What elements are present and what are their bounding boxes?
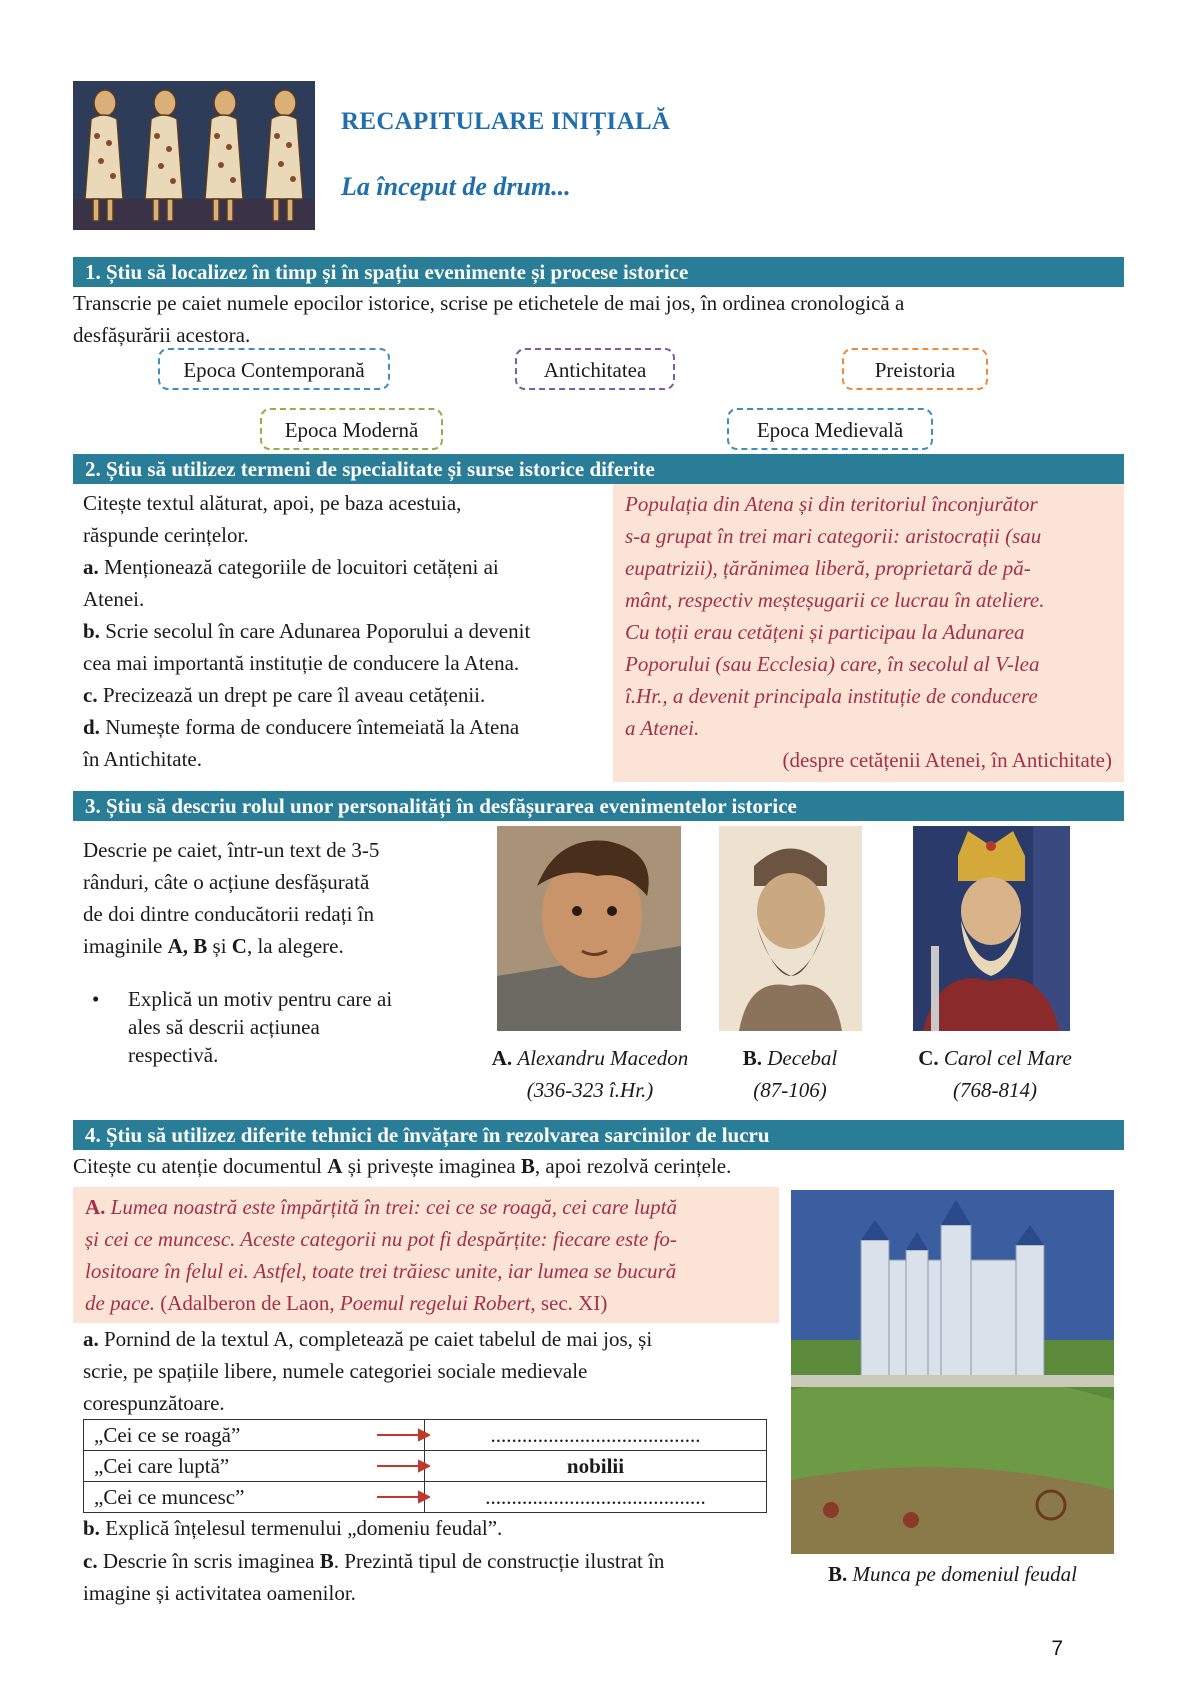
section-1-heading: 1. Știu să localizez în timp și în spațiu evenimente și procese istorice [73, 257, 1124, 287]
instruction-line: Descrie pe caiet, într-un text de 3-5 [83, 838, 380, 862]
source-line: eupatrizii), țărănimea liberă, proprietară de pă- [625, 556, 1031, 580]
task-a-line: corespunzătoare. [83, 1391, 225, 1415]
tag-epoca-contemporana: Epoca Contemporană [158, 348, 390, 390]
task-b: b. Explică înțelesul termenului „domeniu feudal”. [83, 1516, 503, 1540]
caption-c [895, 1042, 1095, 1106]
caption-c-name: C. Carol cel Mare [918, 1046, 1072, 1070]
caption-a [470, 1042, 710, 1106]
question-a: a. Menționează categoriile de locuitori cetățeni ai [83, 555, 499, 579]
table-cell-answer: ........................................ [425, 1420, 767, 1451]
task-c-line: imagine și activitatea oamenilor. [83, 1581, 356, 1605]
task-c-line: c. Descrie în scris imaginea B. Prezintă tipul de construcție ilustrat în [83, 1549, 665, 1573]
section-2-questions [83, 487, 613, 775]
instruction-line: de doi dintre conducătorii redați în [83, 902, 374, 926]
header-illustration [73, 81, 315, 230]
caption-c-dates: (768-814) [953, 1078, 1037, 1102]
portrait-alexandru-macedon [497, 826, 681, 1031]
source-line: și cei ce muncesc. Aceste categorii nu pot fi despărțite: fiecare este fo- [85, 1227, 677, 1251]
instruction-line: imaginile A, B și C, la alegere. [83, 934, 344, 958]
bullet-line: ales să descrii acțiunea [128, 1015, 320, 1039]
caption-b [725, 1042, 855, 1106]
question-a-cont: Atenei. [83, 587, 145, 611]
source-text-athens [613, 484, 1124, 782]
table-cell-answer: nobilii [425, 1451, 767, 1482]
table-arrows [375, 1419, 430, 1519]
source-line: lositoare în felul ei. Astfel, toate trei trăiesc unite, iar lumea se bucură [85, 1259, 677, 1283]
task-a-line: scrie, pe spațiile libere, numele categoriei sociale medievale [83, 1359, 588, 1383]
instruction-line: Citește textul alăturat, apoi, pe baza acestuia, [83, 491, 462, 515]
image-medieval-domain [791, 1190, 1114, 1554]
question-b-cont: cea mai importantă instituție de conducere la Atena. [83, 651, 520, 675]
table-cell-category: „Cei care luptă” [84, 1451, 425, 1482]
page-title: RECAPITULARE INIȚIALĂ [341, 108, 671, 135]
instruction-line: răspunde cerințelor. [83, 523, 249, 547]
question-b: b. Scrie secolul în care Adunarea Poporului a devenit [83, 619, 531, 643]
caption-b-name: B. Decebal [742, 1046, 838, 1070]
table-cell-category: „Cei ce muncesc” [84, 1482, 425, 1513]
section-2-heading: 2. Știu să utilizez termeni de specialitate și surse istorice diferite [73, 454, 1124, 484]
table-cell-answer: .......................................... [425, 1482, 767, 1513]
source-text-adalberon [73, 1187, 779, 1323]
bullet-line: Explică un motiv pentru care ai [128, 987, 393, 1011]
caption-a-name: A. Alexandru Macedon [491, 1046, 689, 1070]
section-3-heading: 3. Știu să descriu rolul unor personalități în desfășurarea evenimentelor istorice [73, 791, 1124, 821]
bullet-line: respectivă. [128, 1043, 219, 1067]
source-line: î.Hr., a devenit principala instituție de conducere [625, 684, 1038, 708]
tag-preistoria: Preistoria [842, 348, 988, 390]
section-1-instruction-line2: desfășurării acestora. [73, 323, 251, 347]
source-line: de pace. (Adalberon de Laon, Poemul regelui Robert, sec. XI) [85, 1291, 608, 1315]
portrait-carol-cel-mare [913, 826, 1070, 1031]
portrait-decebal [719, 826, 862, 1031]
section-4-heading: 4. Știu să utilizez diferite tehnici de învățare în rezolvarea sarcinilor de lucru [73, 1120, 1124, 1150]
image-caption-b: B. Munca pe domeniul feudal [827, 1562, 1078, 1586]
question-d: d. Numește forma de conducere întemeiată la Atena [83, 715, 520, 739]
section-4-intro: Citește cu atenție documentul A și privește imaginea B, apoi rezolvă cerințele. [73, 1154, 732, 1178]
question-c: c. Precizează un drept pe care îl aveau cetățenii. [83, 683, 486, 707]
section-3-instruction [83, 834, 473, 962]
table-cell-category: „Cei ce se roagă” [84, 1420, 425, 1451]
tag-epoca-moderna: Epoca Modernă [260, 408, 443, 450]
tag-antichitatea: Antichitatea [515, 348, 675, 390]
page-number: 7 [1051, 1637, 1063, 1660]
instruction-line: rânduri, câte o acțiune desfășurată [83, 870, 370, 894]
source-line: Poporului (sau Ecclesia) care, în secolul al V-lea [625, 652, 1040, 676]
source-line: a Atenei. [625, 716, 700, 740]
task-a-line: a. Pornind de la textul A, completează pe caiet tabelul de mai jos, și [83, 1327, 653, 1351]
source-line: Populația din Atena și din teritoriul înconjurător [625, 492, 1038, 516]
caption-b-dates: (87-106) [753, 1078, 827, 1102]
tag-epoca-medievala: Epoca Medievală [727, 408, 933, 450]
task-c [83, 1545, 783, 1609]
question-d-cont: în Antichitate. [83, 747, 202, 771]
source-attribution: (despre cetățenii Atenei, în Antichitate) [782, 748, 1112, 772]
page-subtitle: La început de drum... [341, 172, 571, 201]
task-a [83, 1323, 783, 1419]
section-1-instruction-line1: Transcrie pe caiet numele epocilor istorice, scrise pe etichetele de mai jos, în ordinea cronologică a [73, 291, 905, 315]
source-line: s-a grupat în trei mari categorii: aristocrații (sau [625, 524, 1042, 548]
caption-a-dates: (336-323 î.Hr.) [526, 1078, 654, 1102]
source-line: Cu toții erau cetățeni și participau la Adunarea [625, 620, 1025, 644]
source-line: A. Lumea noastră este împărțită în trei: cei ce se roagă, cei care luptă [85, 1195, 677, 1219]
source-line: mânt, respectiv meșteșugarii ce lucrau în ateliere. [625, 588, 1045, 612]
bullet-dot: • [92, 987, 100, 1011]
section-3-bullet [128, 985, 458, 1069]
